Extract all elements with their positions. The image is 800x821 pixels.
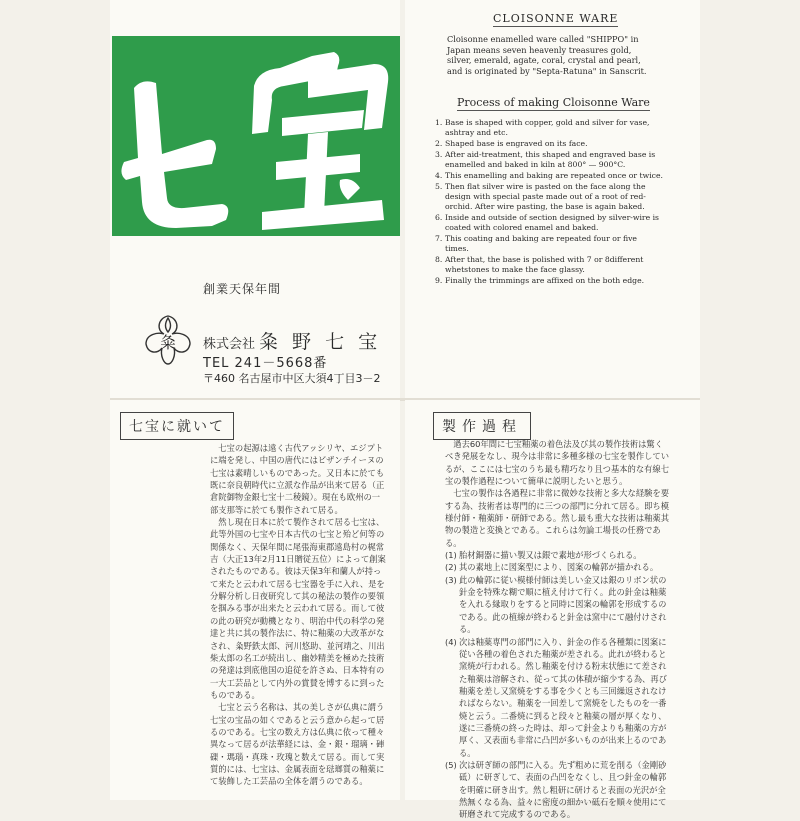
process-item: (4) 次は釉薬専門の部門に入り、針金の作る各種類に図案に従い各種の着色された釉薬が差される。此れが終わると窯焼が行われる。然し釉薬を付ける粉末状態にて差された釉薬は溶解され、従って其の体積が縮少する為、再び釉薬を差し又窯焼をする事を少くとも三回繰返されなければならない。釉薬を一回差して窯焼をしたものを一番焼と云う。二番焼に到ると段々と釉薬の層が厚くなり、遂に三番焼の終った時は、却って針金よりも釉薬の方が厚く、又表面も非常に凸凹が多いものが出来上るのである。 — [445, 636, 667, 758]
about-body — [210, 442, 386, 788]
cherry-blossom-crest-icon — [140, 312, 196, 368]
process-step: 8. After that, the base is polished with 7 or 8different whetstones to make the face glassy. — [435, 255, 644, 274]
process-body — [445, 438, 670, 821]
company-type: 株式会社 — [203, 337, 256, 352]
japanese-about-panel — [110, 400, 400, 800]
telephone: TEL 241－5668番 — [203, 356, 328, 371]
process-step: 1. Base is shaped with copper, gold and silver for vase, ashtray and etc. — [435, 118, 650, 137]
process-step: 9. Finally the trimmings are affixed on the both edge. — [435, 276, 645, 286]
process-paragraph: 過去60年間に七宝釉薬の着色法及び其の製作技術は驚くべき発展をなし、現今は非常に多種多様の七宝を製作しているが、ここには七宝のうち最も精巧なり且つ基本的な有線七宝の製作過程について簡単に説明したいと思う。 — [445, 439, 670, 487]
about-paragraph: 七宝と云う名称は、其の美しさが仏典に謂う七宝の宝品の如くであると云う意から起って居るのである。七宝の数え方は仏典に依って種々異なって居るが法華経には、金・銀・瑠璃・硨磲・瑪瑙・真珠・玫瑰と数えて居る。而して実質的には、七宝は、金属表面を琺瑯質の釉薬にて装飾した工芸品の全体を謂うのである。 — [210, 702, 385, 787]
process-item: (1) 胎材銅器に描い製又は銀で素地が形づくられる。 — [445, 550, 642, 561]
process-item: (3) 此の輪郭に従い模様付師は美しい金又は銀のリボン状の針金を特殊な糊で順に植え付けて行く。此の針金は釉薬を入れる縁取りをすると同時に図案の輪郭を形成するのである。此の植線が終わると針金は窯中にて融付けされる。 — [445, 574, 667, 635]
english-intro: Cloisonne enamelled ware called "SHIPPO" in Japan means seven heavenly treasures gold, silver, emerald, agate, coral, crystal and pearl, and is originated by "Septa-Ratuna" in Sanscrit. — [447, 34, 647, 76]
japanese-process-panel — [405, 400, 700, 820]
company-name — [203, 327, 381, 354]
process-items — [445, 549, 670, 821]
company-main-name: 粂 野 七 宝 — [259, 331, 382, 353]
shippo-logo — [112, 36, 400, 236]
about-paragraph: 七宝の起源は遠く古代アッシリヤ、エジプトに端を発し、中国の唐代にはビザンチイーヌの七宝は素晴しいものであった。又日本に於ても既に奈良朝時代に立派な作品が出来て居る（正倉院御物金銀七宝十二稜鏡）。現在も欧州の一部支那等に於ても製作されて居る。 — [210, 443, 385, 515]
process-item: (2) 其の素地上に図案型により、図案の輪郭が描かれる。 — [445, 562, 659, 573]
process-heading: 製作過程 — [433, 412, 531, 440]
process-item: (5) 次は研ぎ師の部門に入る。先ず粗めに荒を削る（金剛砂砥）に研ぎして、表面の凸凹をなくし、且つ針金の輪郭を明確に研き出す。然し粗研に研けると表面の光沢が全然無くなる為、益々に密度の細かい砥石を順々使用にて研磨されて完成するのである。 — [445, 759, 667, 820]
established-era: 創業天保年間 — [203, 282, 282, 296]
english-panel — [405, 0, 700, 400]
crest-character: 粂 — [159, 333, 177, 352]
logo-panel — [110, 0, 400, 400]
process-steps — [435, 118, 663, 287]
process-step: 4. This enamelling and baking are repeated once or twice. — [435, 171, 663, 181]
process-step: 2. Shaped base is engraved on its face. — [435, 139, 588, 148]
process-paragraph: 七宝の製作は各過程に非常に微妙な技術と多大な経験を要する為、技術者は専門的に三つの部門に分れて居る。即ち模様付師・釉薬師・研師である。然し最も重大な技術は釉薬其物の製造と変換とである。これらは勿論工場長の任務である。 — [445, 488, 670, 548]
shippo-brush-lettering — [112, 36, 400, 236]
about-heading: 七宝に就いて — [120, 412, 234, 440]
english-title: CLOISONNE WARE — [493, 12, 619, 25]
about-paragraph: 然し現在日本に於て製作されて居る七宝は、此等外国の七宝や日本古代の七宝と殆ど何等の関係なく、天保年間に尾張海東郡遠島村の梶常吉（大正13年2月11日贈従五位）によって創案されたものである。彼は天保3年和蘭人が持って来たと云われて居る七宝器を手に入れ、是を分解分析し日夜研究して其の秘法の製作の要領を掴みる事が出来たと云われて居る。而して彼の此の研究が動機となり、明治中代の科学の発達と共に其の製作法に、特に釉薬の大改革がなされ、粂野鉄太郎、河川悠助、並河靖之、川出柴太郎の名工が続出し、幽妙精美を極めた技術の発達は到底他国の追従を許さぬ、日本特有の一大工芸品として内外の賞賛を博するに到ったものである。 — [210, 517, 386, 700]
process-step: 6. Inside and outside of section designed by silver-wire is coated with colored enamel and baked. — [435, 213, 659, 232]
process-step: 7. This coating and baking are repeated four or five times. — [435, 234, 637, 253]
address: 〒460 名古屋市中区大須4丁目3－2 — [203, 372, 381, 385]
process-title: Process of making Cloisonne Ware — [457, 96, 650, 109]
process-step: 5. Then flat silver wire is pasted on the face along the design with special paste made out of a root of red-orchid. After wire pasting, the base is again baked. — [435, 182, 646, 211]
process-step: 3. After aid-treatment, this shaped and engraved base is enamelled and baked in kiln at 800° — 900°C. — [435, 150, 656, 169]
